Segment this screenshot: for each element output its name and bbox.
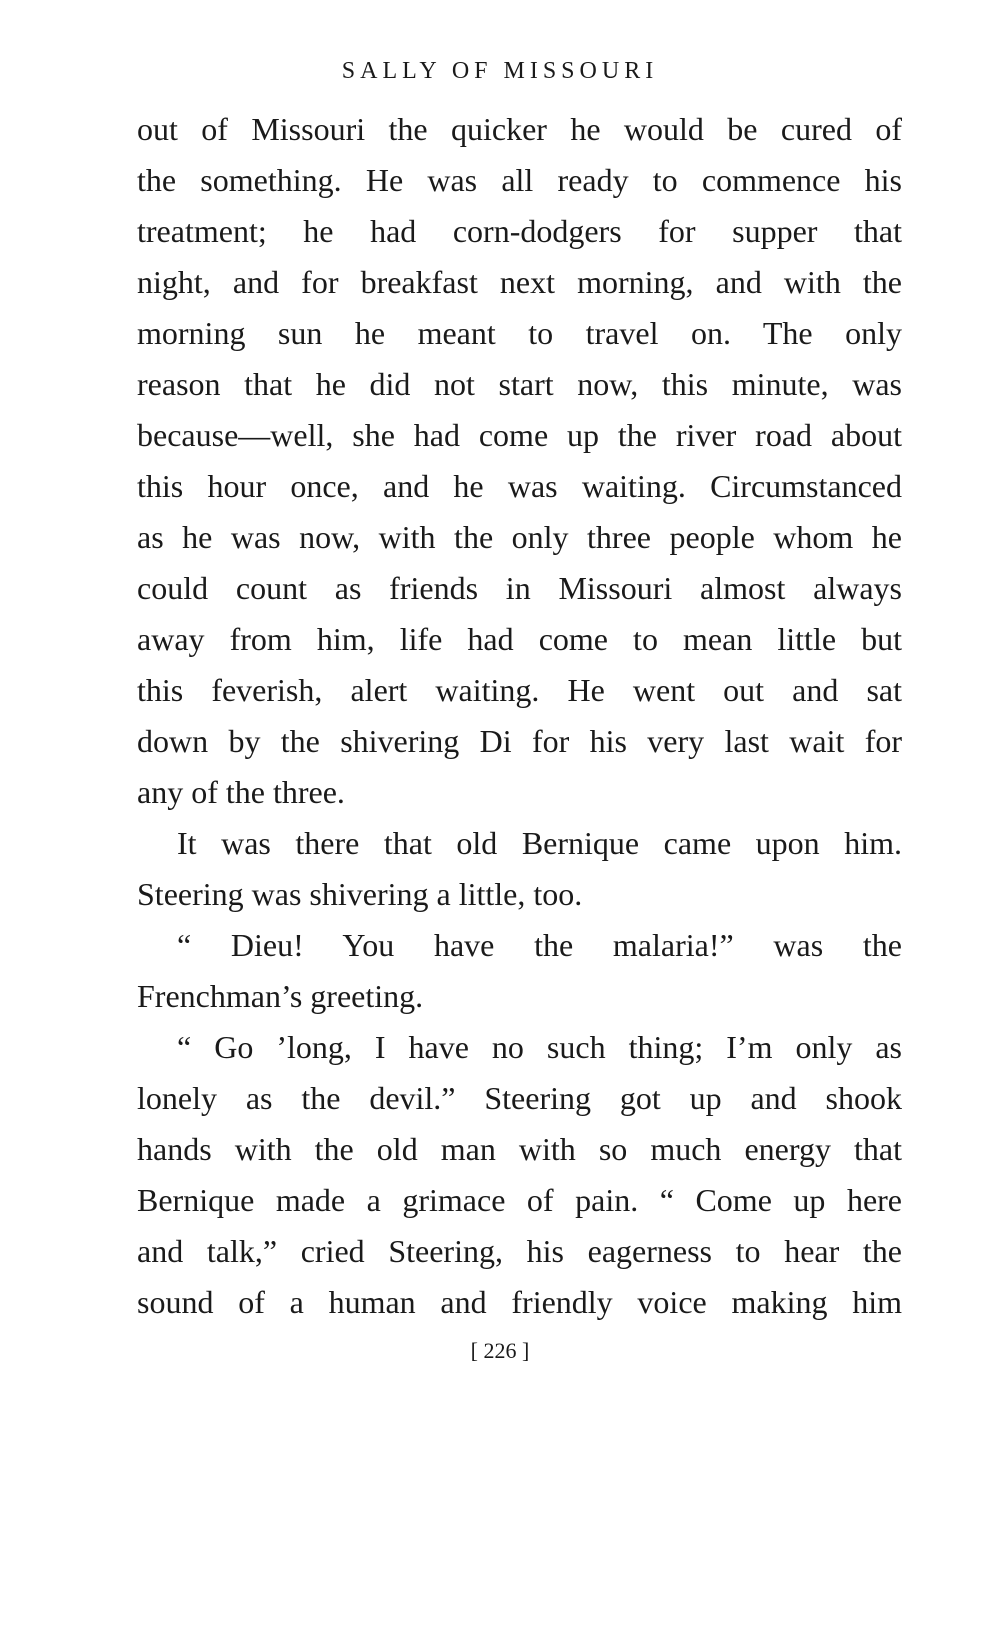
text-line: hands with the old man with so much energy that — [137, 1131, 902, 1167]
text-line: could count as friends in Missouri almost always — [137, 570, 902, 606]
text-line: because—well, she had come up the river road about — [137, 417, 902, 453]
text-line: lonely as the devil.” Steering got up and shook — [137, 1080, 902, 1116]
text-line: Frenchman’s greeting. — [137, 978, 424, 1014]
text-line: Steering was shivering a little, too. — [137, 876, 583, 912]
text-line: treatment; he had corn-dodgers for supper that — [137, 213, 902, 249]
text-line: It was there that old Bernique came upon him. — [177, 825, 902, 861]
text-line: “ Dieu! You have the malaria!” was the — [177, 927, 902, 963]
text-line: the something. He was all ready to commence his — [137, 162, 902, 198]
text-line: this feverish, alert waiting. He went out and sat — [137, 672, 902, 708]
text-line: “ Go ’long, I have no such thing; I’m only as — [177, 1029, 902, 1065]
text-line: sound of a human and friendly voice making him — [137, 1284, 902, 1320]
text-line: this hour once, and he was waiting. Circumstanced — [137, 468, 902, 504]
text-line: as he was now, with the only three people whom he — [137, 519, 902, 555]
text-line: reason that he did not start now, this minute, was — [137, 366, 902, 402]
page-number: [ 226 ] — [470, 1338, 530, 1363]
text-line: and talk,” cried Steering, his eagerness to hear the — [137, 1233, 902, 1269]
text-line: morning sun he meant to travel on. The only — [137, 315, 902, 351]
body-text — [137, 104, 902, 1328]
running-head: SALLY OF MISSOURI — [341, 58, 659, 84]
text-line: out of Missouri the quicker he would be cured of — [137, 111, 902, 147]
text-line: Bernique made a grimace of pain. “ Come up here — [137, 1182, 902, 1218]
text-line: any of the three. — [137, 774, 345, 810]
text-line: away from him, life had come to mean little but — [137, 621, 902, 657]
text-line: night, and for breakfast next morning, and with the — [137, 264, 902, 300]
text-line: down by the shivering Di for his very last wait for — [137, 723, 902, 759]
